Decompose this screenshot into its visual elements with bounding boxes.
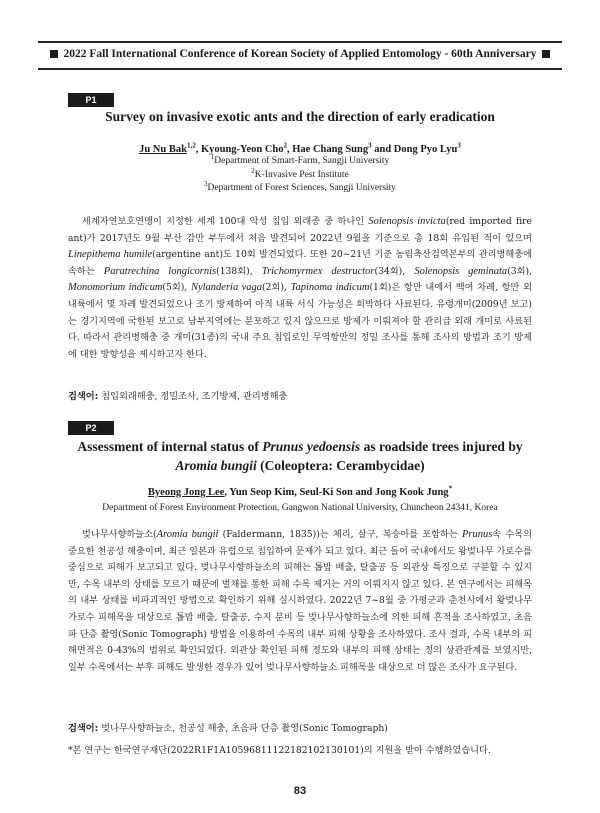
author-name: Ju Nu Bak — [139, 144, 187, 155]
p2-title — [68, 437, 532, 475]
author-name: Jong Kook Jung — [375, 487, 449, 498]
p1-abstract-italic: Linepithema humile — [68, 249, 153, 261]
author-name: Hae Chang Sung — [292, 144, 369, 155]
p1-abstract-italic: Nylanderia vaga — [190, 282, 263, 294]
poster-badge-p1: P1 — [68, 93, 114, 107]
author-name: Dong Pyo Lyu — [393, 144, 458, 155]
p2-keywords-text: 벚나무사향하늘소, 천공성 해충, 초음파 단층 촬영(Sonic Tomograph) — [101, 723, 388, 734]
p1-abstract — [68, 214, 532, 363]
p2-title-italic: Aromia bungii — [175, 458, 257, 473]
square-bullet-icon — [50, 50, 58, 58]
p1-abstract-text: (1회)은 항만 내에서 백여 차례, 항만 외 내륙에서 몇 차례 발견되었으나 조기 방제하여 아직 내륙 서식 가능성은 희박하다 사료된다. 유령개미(2009년 보고)는 경기지역에 국한된 보고로 남부지역에는 분포하고 있지 않으므로 방제가 이뤄져야 할 관리급 외래 개미로 사료된다. 따라서 관리병해충 중 개미(31종)의 국내 주요 침입로인 무역항만의 정밀 조사를 통해 조사의 방법과 조기 방제에 대한 방향성을 제시하고자 한다. — [68, 282, 532, 360]
author-affiliation-mark: 2 — [283, 141, 287, 150]
author-name: Byeong Jong Lee — [147, 487, 225, 498]
p1-abstract-text: (red imported fire ant)가 2017년도 9월 부산 감만 부두에서 처음 발견되어 2022년 9월을 기준으로 총 18회 유입된 적이 있으며 — [68, 216, 532, 244]
p1-title: Survey on invasive exotic ants and the direction of early eradication — [105, 109, 495, 124]
p1-abstract-text: 세계자연보호연맹이 지정한 세계 100대 악성 침입 외래종 중 하나인 — [82, 216, 369, 227]
poster-badge-p2: P2 — [68, 421, 114, 435]
p1-abstract-italic: Solenopsis invicta — [368, 216, 446, 227]
page-number: 83 — [293, 785, 307, 797]
square-bullet-icon — [542, 50, 550, 58]
p2-title-text: Assessment of internal status of — [77, 439, 263, 454]
affiliation-line: $^2$K-Invasive Pest Institute — [251, 166, 349, 180]
p2-abstract-text: 속 수목의 중요한 천공성 해충이며, 최근 일본과 유럽으로 침입하여 문제가 되고 있다. 최근 들어 국내에서도 왕벚나무 가로수를 중심으로 피해가 보고되고 있다. 벚나무사향하늘소의 피해는 톱밥 배출, 탈출공 등 외관상 특징으로 구분할 수 있지만, 수목 내부의 상태를 모르기 때문에 벌채를 통한 피해 수목 제거는 거의 이뤄지지 않고 있다. 본 연구에서는 피해목의 내부 상태를 비파괴적인 방법으로 확인하기 위해 실시하였다. 2022년 7~8월 중 가평군과 춘천시에서 왕벚나무 가로수 피해목을 대상으로 톱밥 배출, 탈출공, 수지 분비 등 벚나무사향하늘소에 의한 피해 흔적을 조사하였고, 초음파 단층 촬영(Sonic Tomograph) 방법을 이용하여 수목의 내부 피해 상황을 조사하였다. 조사 결과, 수목 내부의 피해면적은 0-43%의 범위로 확인되었다. 외관상 확인된 피해 정도와 내부의 피해 상태는 정의 상관관계를 보였지만, 일부 수목에서는 부후 피해도 발생한 경우가 있어 벚나무사향하늘소 피해목을 대상으로 더 많은 조사가 요구된다. — [68, 529, 532, 673]
p1-affiliations — [68, 152, 532, 196]
header-bottom-rule — [38, 68, 562, 70]
p2-abstract — [68, 527, 532, 676]
p1-abstract-text: (2회), — [262, 282, 291, 294]
affiliation-line: $^3$Department of Forest Sciences, Sangji University — [204, 179, 396, 193]
p2-keywords-label: 검색어: — [68, 723, 99, 734]
p1-keywords — [68, 388, 538, 402]
author-affiliation-mark: 1,2 — [186, 141, 196, 150]
p1-abstract-text: (5회), — [162, 282, 191, 294]
p1-abstract-italic: Monomorium indicum — [68, 282, 163, 294]
affiliation-mark: 3 — [204, 179, 208, 188]
p1-abstract-text: (34회), — [374, 265, 415, 277]
author-affiliation-mark: 3 — [457, 141, 461, 150]
p2-abstract-italic: Prunus — [461, 529, 493, 540]
author-name: Kyoung-Yeon Cho — [200, 144, 284, 155]
p1-abstract-italic: Paratrechina longicornis — [103, 265, 217, 277]
p1-abstract-text: (3회), — [507, 265, 532, 277]
p2-abstract-text: (Faldermann, 1835))는 체리, 살구, 복숭아를 포함하는 — [218, 529, 462, 540]
p1-keywords-label: 검색어: — [68, 391, 99, 402]
affiliation-mark: 1 — [210, 152, 215, 161]
p2-abstract-italic: Aromia bungii — [156, 529, 219, 540]
p1-abstract-text: (138회), — [216, 265, 262, 277]
author-name: Yun Seop Kim — [229, 487, 295, 498]
p2-title-text: as roadside trees injured by — [360, 439, 523, 454]
p2-authors: Byeong Jong Lee, Yun Seop Kim, Seul-Ki Son and Jong Kook Jung* — [147, 484, 453, 498]
conference-title: 2022 Fall International Conference of Korean Society of Applied Entomology - 60th Anniversary — [63, 48, 537, 60]
p2-title-italic: Prunus yedoensis — [262, 439, 361, 454]
funding-note: *본 연구는 한국연구재단(2022R1F1A1059681112218210213010​1)의 지원을 받아 수행하였습니다. — [68, 745, 491, 756]
p2-keywords — [68, 720, 538, 734]
header-top-rule — [38, 41, 562, 43]
affiliation-line: $^1$Department of Smart-Farm, Sangji University — [210, 152, 390, 166]
p1-abstract-italic: Tapinoma indicum — [290, 282, 370, 294]
p2-title-text: (Coleoptera: Cerambycidae) — [256, 458, 425, 473]
p1-abstract-italic: Trichomyrmex destructor — [261, 265, 375, 277]
author-affiliation-mark: * — [448, 484, 453, 493]
p2-abstract-text: 벚나무사향하늘소( — [82, 529, 157, 540]
author-affiliation-mark: 3 — [368, 141, 372, 150]
author-name: Seul-Ki Son — [299, 487, 353, 498]
p1-keywords-text: 침입외래해충, 정밀조사, 조기방제, 관리병해충 — [101, 391, 288, 402]
affiliation-mark: 2 — [251, 166, 255, 175]
p1-abstract-italic: Solenopsis geminata — [414, 265, 508, 277]
p1-authors: Ju Nu Bak$^{1,2}$, Kyoung-Yeon Cho$^2$, Hae Chang Sung$^3$ and Dong Pyo Lyu$^3$ — [139, 141, 461, 155]
p2-affiliation: Department of Forest Environment Protection, Gangwon National University, Chuncheon 24341, Korea — [102, 503, 498, 513]
p1-abstract-text: (argentine ant)도 10회 발견되었다. 또한 20~21년 기준 농림축산검역본부의 관리병해충에 속하는 — [68, 249, 532, 277]
conference-header — [38, 48, 562, 60]
